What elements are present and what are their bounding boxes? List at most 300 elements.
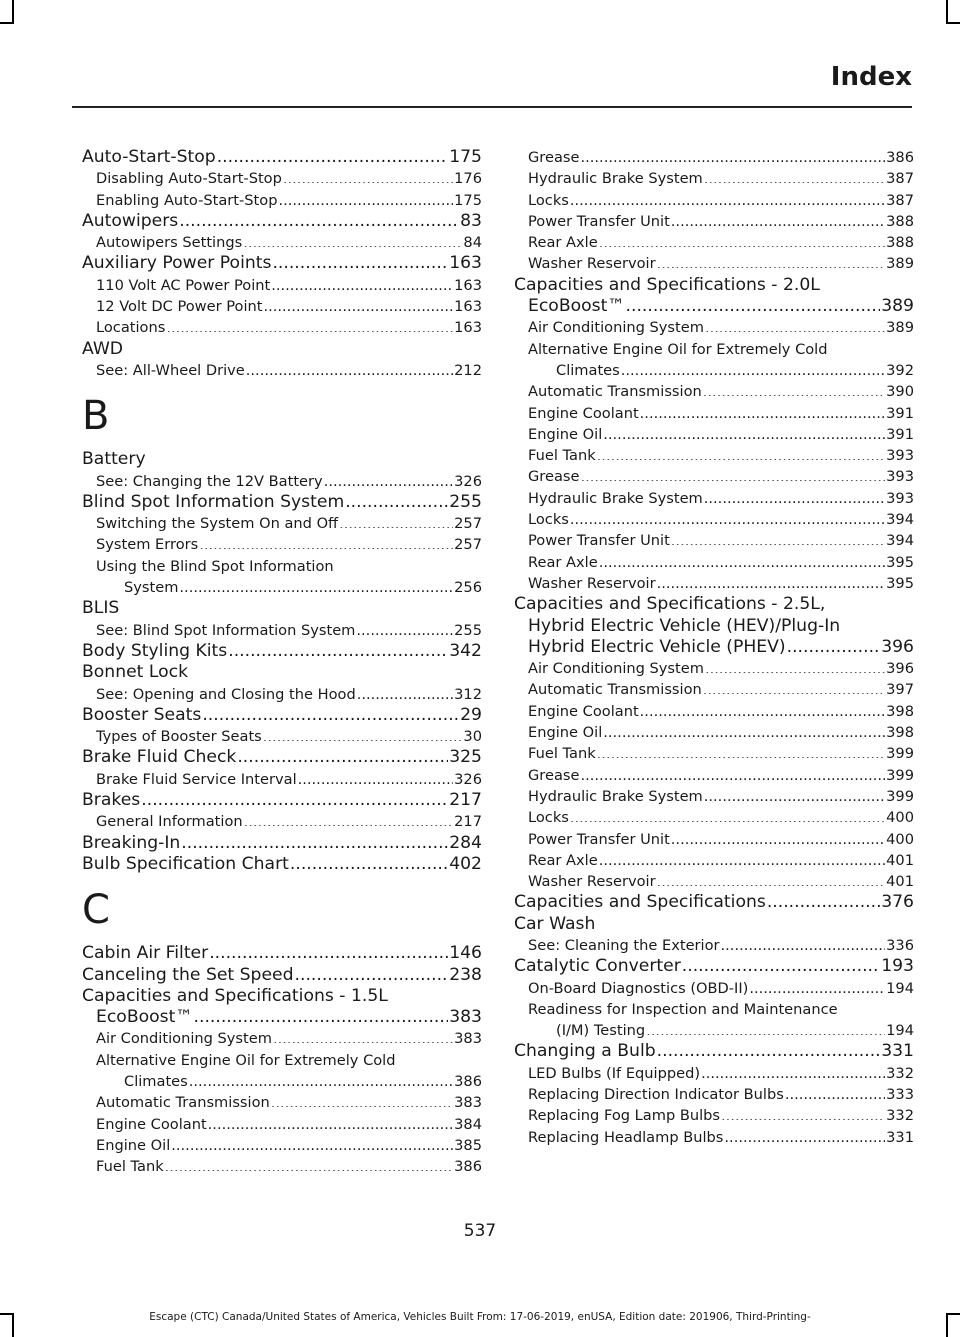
index-entry-text: Washer Reservoir xyxy=(528,255,656,273)
index-entry-text: Disabling Auto-Start-Stop xyxy=(96,170,282,188)
index-entry[interactable] xyxy=(514,211,914,232)
index-entry-page: 332 xyxy=(886,1107,914,1125)
index-entry-page: 386 xyxy=(454,1072,482,1090)
dot-leader xyxy=(171,1135,453,1150)
index-entry[interactable] xyxy=(514,488,914,509)
index-entry[interactable] xyxy=(82,577,482,598)
index-entry[interactable] xyxy=(514,722,914,743)
index-entry[interactable] xyxy=(514,168,914,189)
dot-leader xyxy=(682,956,880,973)
index-entry-text: Power Transfer Unit xyxy=(528,212,670,230)
index-entry[interactable] xyxy=(514,424,914,445)
dot-leader xyxy=(749,978,885,993)
index-entry-text: Bonnet Lock xyxy=(82,662,189,683)
index-entry-text: Locks xyxy=(528,191,569,209)
index-entry[interactable] xyxy=(514,956,914,977)
dot-leader xyxy=(237,747,448,764)
index-entry-text: Blind Spot Information System xyxy=(82,491,345,512)
index-entry-page: 84 xyxy=(463,234,482,252)
index-entry-text: Switching the System On and Off xyxy=(96,515,339,533)
dot-leader xyxy=(785,1084,885,1099)
index-entry-page: 284 xyxy=(449,832,482,853)
index-entry[interactable] xyxy=(514,978,914,999)
dot-leader xyxy=(671,531,885,546)
index-entry-page: 257 xyxy=(454,536,482,554)
dot-leader xyxy=(202,705,459,722)
crop-mark xyxy=(946,0,948,22)
index-entry-page: 398 xyxy=(886,724,914,742)
index-entry[interactable] xyxy=(514,765,914,786)
index-entry-text: Hybrid Electric Vehicle (PHEV) xyxy=(528,636,786,657)
index-entry-page: 238 xyxy=(449,964,482,985)
index-entry-text: (I/M) Testing xyxy=(556,1022,646,1040)
index-entry-page: 389 xyxy=(886,319,914,337)
index-entry-text: Fuel Tank xyxy=(96,1158,164,1176)
dot-leader xyxy=(263,727,463,742)
index-entry-page: 386 xyxy=(454,1158,482,1176)
index-entry[interactable] xyxy=(514,381,914,402)
dot-leader xyxy=(701,1063,885,1078)
index-entry-text: Capacities and Specifications - 2.0L xyxy=(514,274,820,295)
index-entry-page: 212 xyxy=(454,361,482,379)
index-entry[interactable] xyxy=(82,684,482,705)
index-entry[interactable] xyxy=(82,790,482,811)
index-entry[interactable] xyxy=(82,641,482,662)
index-entry-page: 217 xyxy=(449,790,482,811)
index-entry[interactable] xyxy=(514,147,914,168)
index-entry-page: 255 xyxy=(454,621,482,639)
index-entry-text: Climates xyxy=(556,361,620,379)
index-entry[interactable] xyxy=(514,935,914,956)
index-entry-text: Power Transfer Unit xyxy=(528,532,670,550)
index-entry[interactable] xyxy=(514,509,914,530)
index-entry-text: Replacing Fog Lamp Bulbs xyxy=(528,1107,721,1125)
index-entry-text: Capacities and Specifications xyxy=(514,892,766,913)
dot-leader xyxy=(339,514,453,529)
index-entry-text: 12 Volt DC Power Point xyxy=(96,298,263,316)
index-entry[interactable] xyxy=(82,339,482,360)
dot-leader xyxy=(671,829,885,844)
index-entry-page: 163 xyxy=(454,298,482,316)
dot-leader xyxy=(724,1127,885,1142)
index-entry[interactable] xyxy=(82,1092,482,1113)
index-entry-text: Grease xyxy=(528,766,580,784)
index-entry-text: Brakes xyxy=(82,790,141,811)
index-entry[interactable] xyxy=(514,850,914,871)
index-entry[interactable] xyxy=(514,573,914,594)
dot-leader xyxy=(703,382,885,397)
dot-leader xyxy=(356,620,453,635)
index-entry[interactable] xyxy=(514,616,914,637)
index-entry-page: 333 xyxy=(886,1086,914,1104)
index-entry[interactable] xyxy=(82,232,482,253)
dot-leader xyxy=(705,659,885,674)
index-entry[interactable] xyxy=(82,1071,482,1092)
index-entry-page: 385 xyxy=(454,1136,482,1154)
index-entry-page: 163 xyxy=(449,253,482,274)
index-entry-page: 400 xyxy=(886,809,914,827)
dot-leader xyxy=(271,275,453,290)
index-entry[interactable] xyxy=(514,190,914,211)
index-entry-text: Brake Fluid Service Interval xyxy=(96,770,297,788)
index-entry-page: 175 xyxy=(454,191,482,209)
index-entry-text: Hydraulic Brake System xyxy=(528,489,703,507)
dot-leader xyxy=(597,446,885,461)
dot-leader xyxy=(599,850,885,865)
dot-leader xyxy=(217,147,448,164)
dot-leader xyxy=(295,965,449,982)
index-entry-page: 383 xyxy=(454,1094,482,1112)
index-entry-text: Breaking-In xyxy=(82,832,181,853)
index-entry[interactable] xyxy=(82,598,482,619)
index-entry[interactable] xyxy=(514,296,914,317)
index-entry-page: 398 xyxy=(886,702,914,720)
index-entry-text: EcoBoost™ xyxy=(96,1007,193,1028)
index-entry-page: 194 xyxy=(886,1022,914,1040)
index-entry-page: 217 xyxy=(454,813,482,831)
index-entry[interactable] xyxy=(514,232,914,253)
index-entry-text: Battery xyxy=(82,449,146,470)
index-entry[interactable] xyxy=(514,1084,914,1105)
index-entry-page: 391 xyxy=(886,425,914,443)
index-entry-text: Hydraulic Brake System xyxy=(528,787,703,805)
index-entry-text: General Information xyxy=(96,813,243,831)
index-entry[interactable] xyxy=(82,769,482,790)
dot-leader xyxy=(165,1157,453,1172)
index-entry-text: Capacities and Specifications - 1.5L xyxy=(82,985,388,1006)
index-entry[interactable] xyxy=(514,594,914,615)
index-entry[interactable] xyxy=(82,747,482,768)
dot-leader xyxy=(166,318,453,333)
dot-leader xyxy=(194,1007,449,1024)
index-entry[interactable] xyxy=(82,1114,482,1135)
index-entry-text: Auto-Start-Stop xyxy=(82,147,216,167)
crop-mark xyxy=(12,0,14,22)
index-entry-page: 255 xyxy=(449,491,482,512)
index-entry-text: LED Bulbs (If Equipped) xyxy=(528,1064,701,1082)
index-entry-text: See: Opening and Closing the Hood xyxy=(96,685,356,703)
dot-leader xyxy=(581,765,886,780)
index-entry-page: 331 xyxy=(886,1128,914,1146)
index-entry[interactable] xyxy=(514,743,914,764)
index-entry-page: 393 xyxy=(886,447,914,465)
index-entry-text: Replacing Direction Indicator Bulbs xyxy=(528,1086,784,1104)
index-entry-page: 312 xyxy=(454,685,482,703)
index-entry-text: Engine Oil xyxy=(528,724,603,742)
dot-leader xyxy=(324,471,453,486)
index-entry[interactable] xyxy=(514,829,914,850)
dot-leader xyxy=(271,1093,453,1108)
index-entry-text: See: All-Wheel Drive xyxy=(96,361,245,379)
index-entry[interactable] xyxy=(82,1050,482,1071)
index-entry[interactable] xyxy=(514,253,914,274)
index-entry-text: Air Conditioning System xyxy=(528,660,704,678)
index-entry-page: 257 xyxy=(454,515,482,533)
dot-leader xyxy=(179,211,459,228)
index-entry[interactable] xyxy=(514,1127,914,1148)
index-entry[interactable] xyxy=(514,1063,914,1084)
dot-leader xyxy=(272,253,448,270)
index-entry[interactable] xyxy=(514,637,914,658)
index-entry[interactable] xyxy=(82,726,482,747)
index-entry-page: 83 xyxy=(460,210,482,231)
index-entry-text: Engine Oil xyxy=(96,1136,171,1154)
dot-leader xyxy=(767,892,880,909)
index-entry-text: Hybrid Electric Vehicle (HEV)/Plug-In xyxy=(528,615,841,636)
index-entry-text: See: Blind Spot Information System xyxy=(96,621,356,639)
index-entry-text: AWD xyxy=(82,338,124,359)
index-entry-page: 400 xyxy=(886,830,914,848)
index-entry-text: Canceling the Set Speed xyxy=(82,964,294,985)
dot-leader xyxy=(345,492,448,509)
index-entry-text: Rear Axle xyxy=(528,851,598,869)
header-divider xyxy=(72,106,912,108)
dot-leader xyxy=(290,854,448,871)
index-entry-text: Locks xyxy=(528,809,569,827)
index-entry[interactable] xyxy=(82,168,482,189)
index-entry-text: BLIS xyxy=(82,598,120,619)
dot-leader xyxy=(626,296,881,313)
index-entry-page: 397 xyxy=(886,681,914,699)
index-entry[interactable] xyxy=(514,530,914,551)
dot-leader xyxy=(705,318,885,333)
index-entry-text: Rear Axle xyxy=(528,234,598,252)
index-entry[interactable] xyxy=(514,403,914,424)
index-entry[interactable] xyxy=(82,211,482,232)
index-entry-page: 146 xyxy=(449,943,482,964)
index-entry-text: Types of Booster Seats xyxy=(96,728,262,746)
index-entry-page: 396 xyxy=(886,660,914,678)
index-entry-page: 399 xyxy=(886,787,914,805)
index-entry-text: Automatic Transmission xyxy=(96,1094,270,1112)
index-entry-text: Alternative Engine Oil for Extremely Cold xyxy=(528,340,828,358)
index-entry-text: Locations xyxy=(96,319,166,337)
index-column-right xyxy=(514,147,914,1148)
crop-mark xyxy=(946,22,960,24)
index-entry-text: Hydraulic Brake System xyxy=(528,170,703,188)
dot-leader xyxy=(603,424,885,439)
index-entry-page: 394 xyxy=(886,511,914,529)
index-entry[interactable] xyxy=(82,986,482,1007)
index-entry[interactable] xyxy=(82,1156,482,1177)
index-entry-page: 383 xyxy=(454,1030,482,1048)
index-entry[interactable] xyxy=(82,317,482,338)
index-entry[interactable] xyxy=(82,471,482,492)
index-entry[interactable] xyxy=(514,999,914,1020)
index-entry-text: Capacities and Specifications - 2.5L, xyxy=(514,594,826,615)
index-entry[interactable] xyxy=(514,317,914,338)
index-entry[interactable] xyxy=(82,147,482,168)
index-entry[interactable] xyxy=(82,360,482,381)
index-entry-text: Grease xyxy=(528,468,580,486)
index-entry[interactable] xyxy=(82,275,482,296)
dot-leader xyxy=(246,360,453,375)
index-entry-page: 395 xyxy=(886,553,914,571)
index-entry-text: Body Styling Kits xyxy=(82,640,228,661)
index-entry-text: Air Conditioning System xyxy=(96,1030,272,1048)
index-entry-page: 383 xyxy=(449,1007,482,1028)
index-entry-page: 30 xyxy=(463,728,482,746)
index-entry[interactable] xyxy=(514,1105,914,1126)
dot-leader xyxy=(671,211,885,226)
index-entry-text: Enabling Auto-Start-Stop xyxy=(96,191,278,209)
index-entry[interactable] xyxy=(514,466,914,487)
index-entry-page: 389 xyxy=(881,296,914,317)
index-entry-text: Auxiliary Power Points xyxy=(82,253,272,274)
index-entry-text: EcoBoost™ xyxy=(528,296,625,317)
dot-leader xyxy=(603,722,885,737)
index-entry-text: Power Transfer Unit xyxy=(528,830,670,848)
dot-leader xyxy=(278,190,453,205)
index-entry-page: 402 xyxy=(449,853,482,874)
dot-leader xyxy=(657,573,886,588)
index-entry-text: Locks xyxy=(528,511,569,529)
index-entry[interactable] xyxy=(514,1020,914,1041)
index-entry-text: Fuel Tank xyxy=(528,745,596,763)
index-entry-text: Air Conditioning System xyxy=(528,319,704,337)
index-entry[interactable] xyxy=(82,1007,482,1028)
index-entry-text: Washer Reservoir xyxy=(528,873,656,891)
dot-leader xyxy=(657,872,886,887)
dot-leader xyxy=(263,296,453,311)
index-block xyxy=(82,449,482,875)
index-entry[interactable] xyxy=(514,1041,914,1062)
index-entry-page: 401 xyxy=(886,873,914,891)
index-entry[interactable] xyxy=(514,892,914,913)
index-entry[interactable] xyxy=(82,556,482,577)
dot-leader xyxy=(704,169,885,184)
index-entry[interactable] xyxy=(82,965,482,986)
index-entry-text: See: Changing the 12V Battery xyxy=(96,472,323,490)
index-entry-text: Engine Coolant xyxy=(528,404,639,422)
index-entry-text: Booster Seats xyxy=(82,704,202,725)
dot-leader xyxy=(209,943,448,960)
dot-leader xyxy=(597,744,885,759)
index-entry-text: Rear Axle xyxy=(528,553,598,571)
index-entry-text: Autowipers Settings xyxy=(96,234,243,252)
dot-leader xyxy=(141,790,448,807)
dot-leader xyxy=(179,577,453,592)
index-entry[interactable] xyxy=(82,253,482,274)
dot-leader xyxy=(703,680,885,695)
index-entry-page: 176 xyxy=(454,170,482,188)
index-entry-page: 326 xyxy=(454,472,482,490)
index-entry[interactable] xyxy=(82,449,482,470)
index-entry[interactable] xyxy=(82,662,482,683)
index-entry[interactable] xyxy=(514,339,914,360)
index-entry[interactable] xyxy=(514,786,914,807)
dot-leader xyxy=(357,684,453,699)
index-entry-text: Engine Oil xyxy=(528,425,603,443)
dot-leader xyxy=(181,833,448,850)
index-entry[interactable] xyxy=(82,534,482,555)
index-entry-page: 384 xyxy=(454,1115,482,1133)
dot-leader xyxy=(657,1041,881,1058)
dot-leader xyxy=(657,254,886,269)
index-entry-page: 163 xyxy=(454,276,482,294)
dot-leader xyxy=(640,403,885,418)
index-entry[interactable] xyxy=(514,807,914,828)
index-entry-text: Bulb Specification Chart xyxy=(82,853,289,874)
index-entry-page: 388 xyxy=(886,234,914,252)
index-entry[interactable] xyxy=(514,679,914,700)
index-entry-page: 387 xyxy=(886,170,914,188)
index-entry-text: Car Wash xyxy=(514,913,596,934)
index-entry[interactable] xyxy=(82,492,482,513)
index-entry[interactable] xyxy=(82,943,482,964)
index-entry-page: 399 xyxy=(886,745,914,763)
index-entry-page: 393 xyxy=(886,489,914,507)
dot-leader xyxy=(599,233,885,248)
index-entry[interactable] xyxy=(514,275,914,296)
index-entry-page: 387 xyxy=(886,191,914,209)
index-entry[interactable] xyxy=(514,445,914,466)
index-entry-text: System xyxy=(124,579,179,597)
index-entry-text: Catalytic Converter xyxy=(514,956,681,977)
index-entry[interactable] xyxy=(82,833,482,854)
dot-leader xyxy=(704,786,885,801)
dot-leader xyxy=(570,808,885,823)
index-entry-text: Replacing Headlamp Bulbs xyxy=(528,1128,724,1146)
index-entry[interactable] xyxy=(514,360,914,381)
index-entry[interactable] xyxy=(82,854,482,875)
index-entry-text: Readiness for Inspection and Maintenance xyxy=(528,1000,838,1018)
dot-leader xyxy=(581,467,886,482)
dot-leader xyxy=(721,1106,885,1121)
index-entry[interactable] xyxy=(514,552,914,573)
index-entry-page: 163 xyxy=(454,319,482,337)
index-entry[interactable] xyxy=(82,190,482,211)
index-entry[interactable] xyxy=(82,513,482,534)
dot-leader xyxy=(704,488,885,503)
index-entry-page: 401 xyxy=(886,851,914,869)
index-entry-page: 325 xyxy=(449,747,482,768)
index-entry-page: 395 xyxy=(886,574,914,592)
index-entry-page: 326 xyxy=(454,770,482,788)
index-entry-text: Automatic Transmission xyxy=(528,383,702,401)
dot-leader xyxy=(570,190,885,205)
footer-text: Escape (CTC) Canada/United States of America, Vehicles Built From: 17-06-2019, enUSA, Edition date: 201906, Third-Printing- xyxy=(149,1311,811,1323)
index-entry-page: 29 xyxy=(460,704,482,725)
dot-leader xyxy=(243,233,462,248)
index-entry-text: Fuel Tank xyxy=(528,447,596,465)
index-entry[interactable] xyxy=(82,1135,482,1156)
index-entry[interactable] xyxy=(514,914,914,935)
index-entry-text: On-Board Diagnostics (OBD-II) xyxy=(528,979,749,997)
index-entry[interactable] xyxy=(82,705,482,726)
index-entry-page: 256 xyxy=(454,579,482,597)
index-entry-text: Engine Coolant xyxy=(96,1115,207,1133)
index-entry-page: 331 xyxy=(881,1041,914,1062)
index-entry[interactable] xyxy=(82,811,482,832)
index-entry-text: Using the Blind Spot Information xyxy=(96,557,334,575)
index-entry-page: 393 xyxy=(886,468,914,486)
index-entry[interactable] xyxy=(82,1028,482,1049)
dot-leader xyxy=(283,169,453,184)
index-entry[interactable] xyxy=(514,871,914,892)
index-entry[interactable] xyxy=(82,620,482,641)
index-entry[interactable] xyxy=(514,701,914,722)
dot-leader xyxy=(787,637,881,654)
index-entry-text: Climates xyxy=(124,1072,188,1090)
index-entry[interactable] xyxy=(514,658,914,679)
index-entry-page: 391 xyxy=(886,404,914,422)
index-entry-text: Changing a Bulb xyxy=(514,1041,656,1062)
index-entry-text: 110 Volt AC Power Point xyxy=(96,276,271,294)
dot-leader xyxy=(189,1071,453,1086)
index-entry-page: 394 xyxy=(886,532,914,550)
index-entry[interactable] xyxy=(82,296,482,317)
